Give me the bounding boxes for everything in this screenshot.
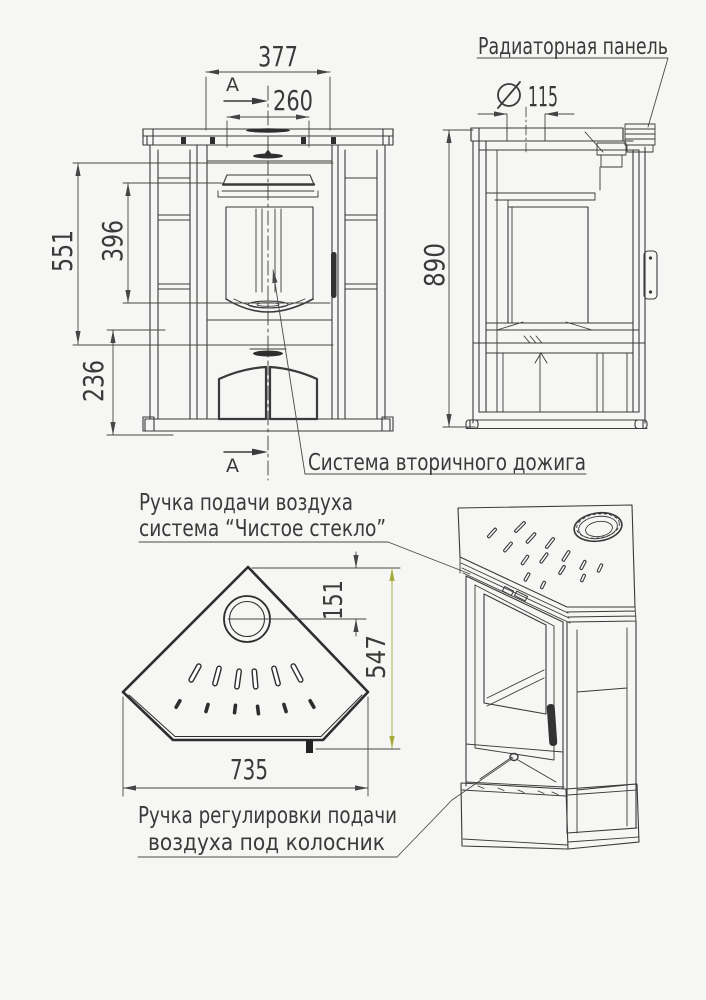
smoke-damper-lever <box>253 150 283 159</box>
dim-text-396: 396 <box>96 208 129 262</box>
dim-text-551: 551 <box>46 218 79 272</box>
label-air-supply-2: система “Чистое стекло” <box>139 516 386 542</box>
dim-overall-width <box>123 697 368 796</box>
callout-radiator-panel <box>477 34 668 127</box>
label-radiator-panel: Радиаторная панель <box>478 34 668 60</box>
air-damper-lever <box>253 351 283 357</box>
dim-text-735: 735 <box>230 753 268 786</box>
label-secondary-combustion: Система вторичного дожига <box>308 450 586 476</box>
callouts <box>138 34 668 857</box>
vent-slots-lower <box>174 698 317 715</box>
damper-handle-top <box>246 128 290 132</box>
dim-text-260: 260 <box>273 84 313 117</box>
radiator-panel <box>625 124 655 152</box>
grate-air-knob-top <box>306 740 313 753</box>
dim-text-115: 115 <box>528 80 558 113</box>
door-handle-iso <box>547 704 558 746</box>
label-grate-air-2: воздуха под колосник <box>148 830 386 856</box>
section-marker-bottom <box>224 449 268 477</box>
dim-door-opening-width <box>227 84 313 147</box>
callout-grate-air <box>138 758 513 857</box>
callout-air-supply <box>139 490 470 574</box>
vent-slots-upper <box>188 663 303 689</box>
dim-text-547: 547 <box>362 629 392 679</box>
section-letter-top: A <box>226 74 239 96</box>
label-grate-air-1: Ручка регулировки подачи <box>138 803 397 829</box>
flue-opening-iso <box>572 510 623 544</box>
dim-text-377: 377 <box>258 40 298 73</box>
label-air-supply-1: Ручка подачи воздуха <box>139 490 353 516</box>
section-letter-bottom: A <box>226 455 239 477</box>
dim-flue-diameter <box>478 80 574 130</box>
dim-text-890: 890 <box>418 233 451 287</box>
iso-view <box>458 505 639 849</box>
dim-text-236: 236 <box>77 348 110 402</box>
side-view <box>466 107 657 429</box>
side-door-handle <box>644 251 657 299</box>
dim-glass-height <box>96 183 330 303</box>
diameter-symbol <box>498 82 520 108</box>
dim-top-depth <box>362 568 395 749</box>
front-view <box>143 86 393 480</box>
dim-overall-height <box>418 130 475 427</box>
section-marker-top <box>224 74 268 104</box>
callout-secondary-combustion <box>272 270 586 476</box>
section-markers <box>224 74 268 477</box>
dim-flue-center-offset <box>228 552 400 636</box>
dim-text-151: 151 <box>319 570 349 620</box>
door-handle <box>331 252 337 298</box>
